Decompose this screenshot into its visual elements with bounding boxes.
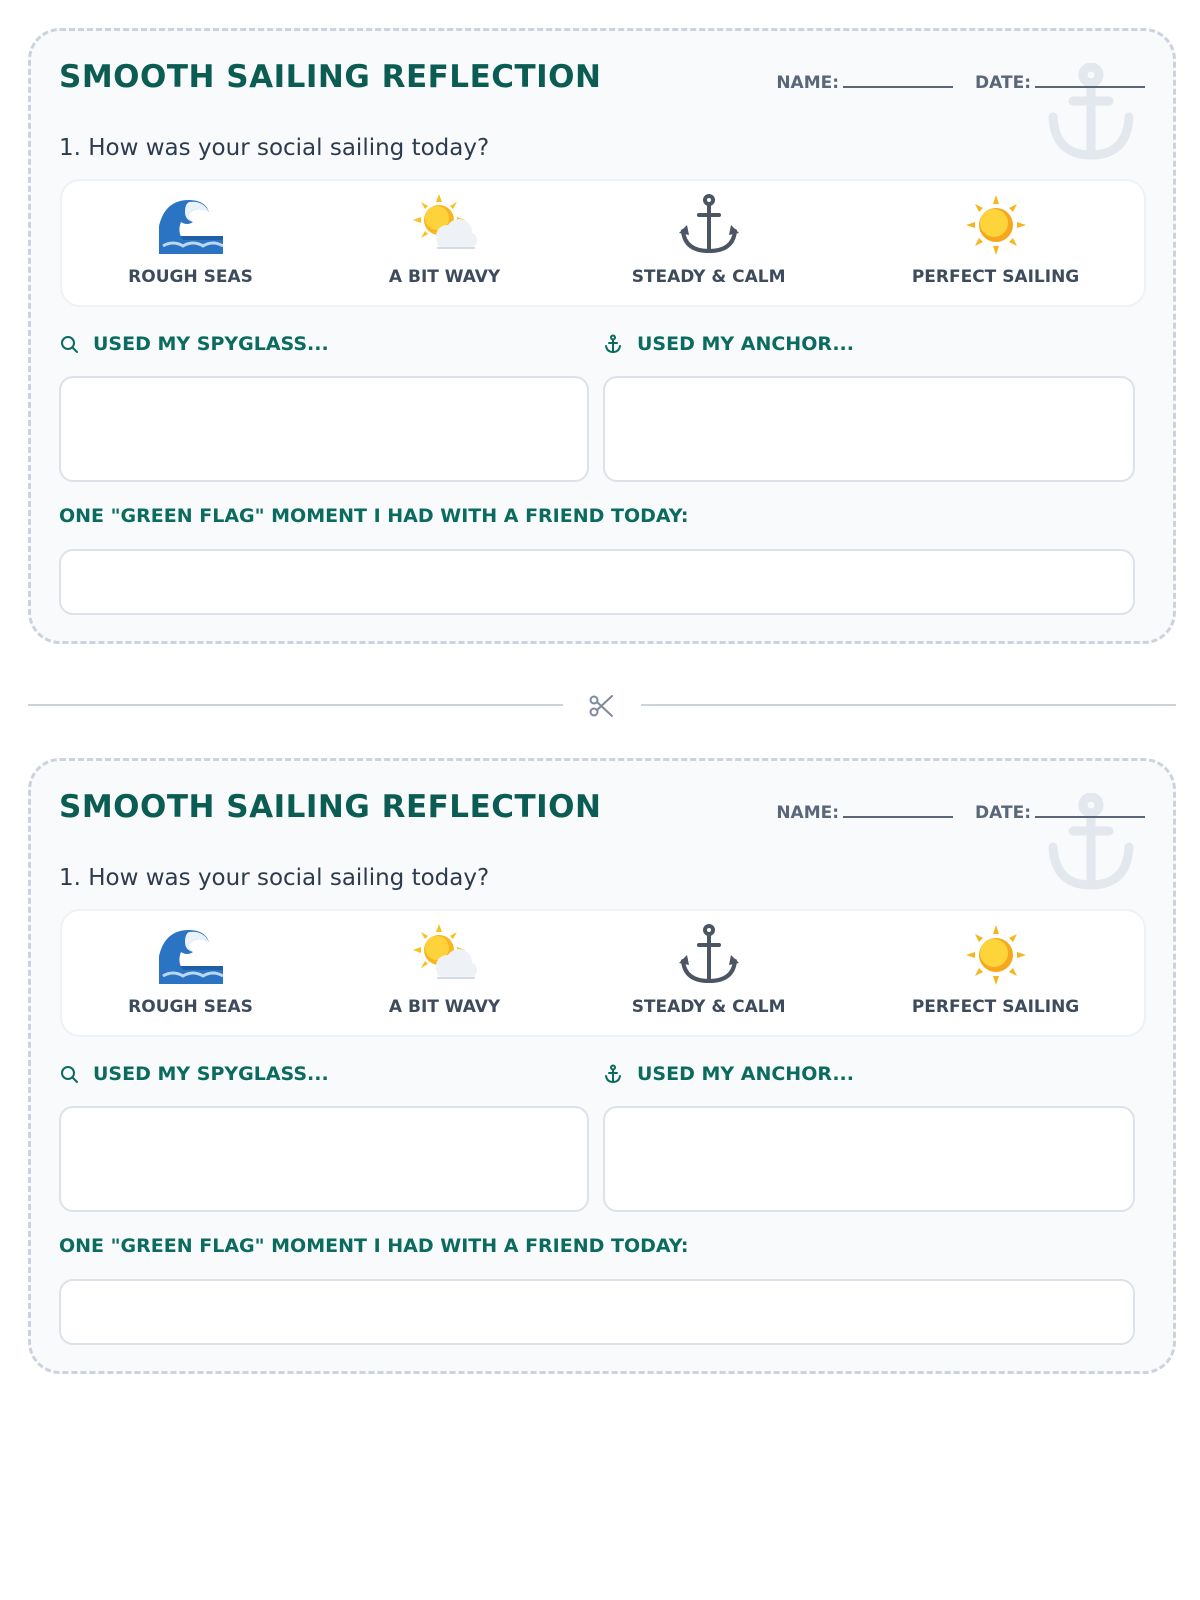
anchor-small-icon <box>603 1064 623 1084</box>
magnifier-icon <box>59 334 79 354</box>
spyglass-label-text: USED MY SPYGLASS... <box>93 333 329 355</box>
name-date-fields <box>776 71 1145 93</box>
scale-option-a-bit-wavy[interactable] <box>319 911 570 1035</box>
reflection-card <box>28 758 1176 1374</box>
scale-option-a-bit-wavy[interactable] <box>319 181 570 305</box>
scale-option-steady-calm[interactable] <box>570 911 847 1035</box>
question-text: 1. How was your social sailing today? <box>59 135 490 161</box>
reflection-card <box>28 28 1176 644</box>
spyglass-label-text: USED MY SPYGLASS... <box>93 1063 329 1085</box>
spyglass-section-label <box>59 333 329 355</box>
spyglass-answer-box[interactable] <box>59 376 589 482</box>
magnifier-icon <box>59 1064 79 1084</box>
sun-icon <box>964 923 1028 987</box>
name-field[interactable] <box>843 71 953 88</box>
anchor-answer-box[interactable] <box>603 1106 1135 1212</box>
scale-option-steady-calm[interactable] <box>570 181 847 305</box>
green-flag-answer-box[interactable] <box>59 1279 1135 1345</box>
scale-option-label: ROUGH SEAS <box>128 997 253 1017</box>
date-label: DATE: <box>975 803 1031 823</box>
mood-scale <box>60 909 1146 1037</box>
spyglass-answer-box[interactable] <box>59 1106 589 1212</box>
name-label: NAME: <box>776 73 840 93</box>
worksheet-title: SMOOTH SAILING REFLECTION <box>59 789 602 825</box>
scale-option-label: STEADY & CALM <box>631 267 786 287</box>
question-text: 1. How was your social sailing today? <box>59 865 490 891</box>
scale-option-perfect-sailing[interactable] <box>847 181 1144 305</box>
spyglass-section-label <box>59 1063 329 1085</box>
anchor-label-text: USED MY ANCHOR... <box>637 333 854 355</box>
worksheet-title: SMOOTH SAILING REFLECTION <box>59 59 602 95</box>
name-field[interactable] <box>843 801 953 818</box>
name-date-fields <box>776 801 1145 823</box>
sun-icon <box>964 193 1028 257</box>
anchor-section-label <box>603 1063 854 1085</box>
anchor-icon <box>677 193 741 257</box>
scale-option-rough-seas[interactable] <box>62 911 319 1035</box>
mood-scale <box>60 179 1146 307</box>
green-flag-answer-box[interactable] <box>59 549 1135 615</box>
sun-behind-cloud-icon <box>413 923 477 987</box>
anchor-section-label <box>603 333 854 355</box>
anchor-answer-box[interactable] <box>603 376 1135 482</box>
green-flag-section-label <box>59 505 689 527</box>
scale-option-label: ROUGH SEAS <box>128 267 253 287</box>
scale-option-perfect-sailing[interactable] <box>847 911 1144 1035</box>
green-flag-label-text: ONE "GREEN FLAG" MOMENT I HAD WITH A FRIEND TODAY: <box>59 1235 689 1257</box>
scissors-icon <box>588 692 616 720</box>
date-label: DATE: <box>975 73 1031 93</box>
scale-option-label: A BIT WAVY <box>388 997 501 1017</box>
green-flag-label-text: ONE "GREEN FLAG" MOMENT I HAD WITH A FRIEND TODAY: <box>59 505 689 527</box>
scale-option-label: PERFECT SAILING <box>911 267 1080 287</box>
cut-line-left <box>28 704 563 706</box>
scale-option-label: PERFECT SAILING <box>911 997 1080 1017</box>
sun-behind-cloud-icon <box>413 193 477 257</box>
cut-line-right <box>641 704 1176 706</box>
wave-icon <box>159 923 223 987</box>
cut-line <box>28 690 1176 720</box>
anchor-label-text: USED MY ANCHOR... <box>637 1063 854 1085</box>
date-field[interactable] <box>1035 71 1145 88</box>
green-flag-section-label <box>59 1235 689 1257</box>
anchor-icon <box>677 923 741 987</box>
scale-option-label: A BIT WAVY <box>388 267 501 287</box>
name-label: NAME: <box>776 803 840 823</box>
anchor-small-icon <box>603 334 623 354</box>
date-field[interactable] <box>1035 801 1145 818</box>
scale-option-rough-seas[interactable] <box>62 181 319 305</box>
scale-option-label: STEADY & CALM <box>631 997 786 1017</box>
wave-icon <box>159 193 223 257</box>
